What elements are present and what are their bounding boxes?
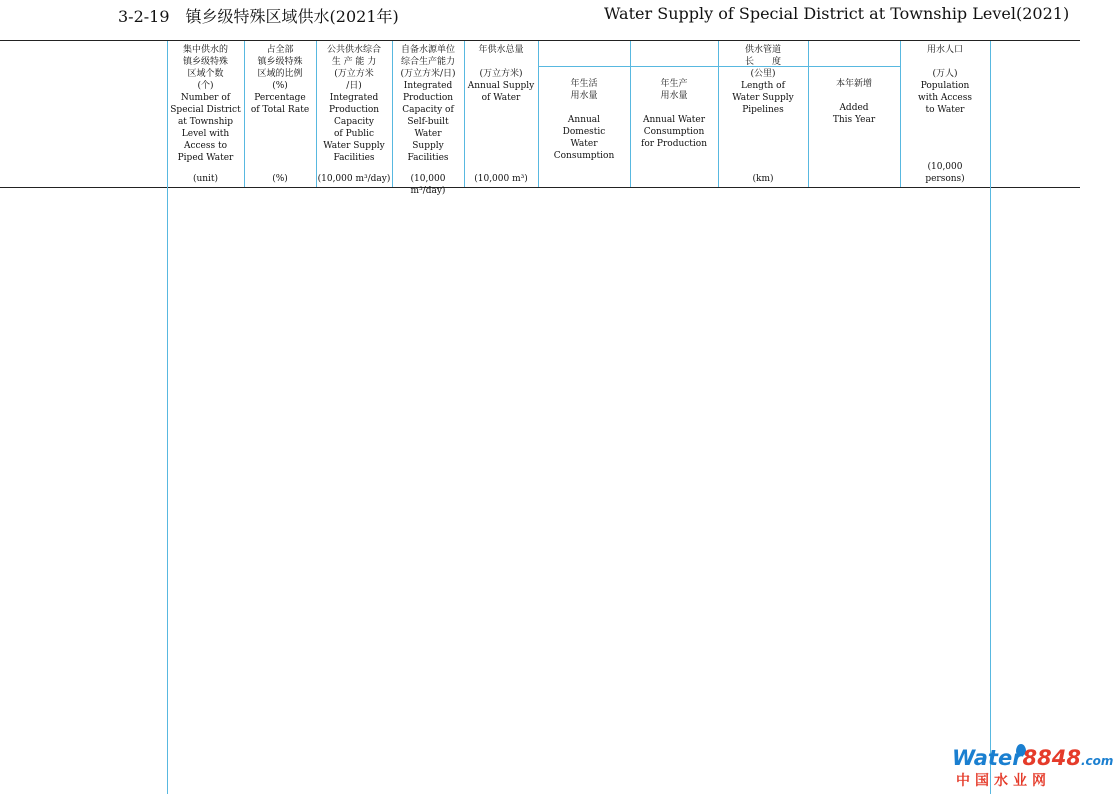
header-c10-line: 用水人口 bbox=[926, 45, 963, 55]
header-c3-line: Facilities bbox=[333, 153, 375, 163]
header-c8-line: 长 度 bbox=[744, 57, 781, 67]
watermark-text: 中国水业网 bbox=[956, 773, 1051, 789]
header-c3-line: (万立方米 bbox=[334, 69, 374, 79]
header-c6-line: Annual bbox=[567, 115, 601, 125]
header-c6-line: 用水量 bbox=[570, 91, 598, 101]
header-c4-line: Self-built bbox=[407, 117, 449, 127]
column-divider bbox=[990, 41, 991, 794]
header-c10-line: (万人) bbox=[932, 69, 958, 79]
header-c1-line: Access to bbox=[183, 141, 228, 151]
header-c3-line: Water Supply bbox=[323, 141, 385, 151]
header-c1-line: 区域个数 bbox=[187, 69, 224, 79]
header-c3-line: Capacity bbox=[334, 117, 374, 127]
header-c5-line: Annual Supply bbox=[467, 81, 535, 91]
header-c6-line: Water bbox=[570, 139, 598, 149]
header-c2-line: of Total Rate bbox=[250, 105, 310, 115]
header-c9-line: Added bbox=[839, 103, 869, 113]
header-c1-line: at Township bbox=[177, 117, 234, 127]
header-c3-line: (10,000 m³/day) bbox=[317, 174, 391, 184]
header-c2-line: (%) bbox=[272, 81, 288, 91]
header-c8-line: Pipelines bbox=[742, 105, 784, 115]
header-c4-line: Integrated bbox=[403, 81, 453, 91]
header-c7-line: Consumption bbox=[643, 127, 705, 137]
header-c7-line: 年生产 bbox=[660, 79, 688, 89]
header-c1-line: Special District bbox=[170, 105, 241, 115]
header-c8-line: Length of bbox=[741, 81, 785, 91]
title-row bbox=[0, 0, 1080, 40]
header-c3-line: Production bbox=[328, 105, 380, 115]
header-c7-line: Annual Water bbox=[642, 115, 706, 125]
watermark-number: 8848 bbox=[1022, 746, 1081, 770]
header-c5-line: 年供水总量 bbox=[478, 45, 524, 55]
header-c10-line: (10,000 bbox=[927, 162, 963, 172]
header-c2-line: 占全部 bbox=[266, 45, 294, 55]
header-c1-line: Piped Water bbox=[177, 153, 234, 163]
header-c8-line: (公里) bbox=[750, 69, 776, 79]
header-c10-line: persons) bbox=[925, 174, 965, 184]
header-c4-line: 自备水源单位 bbox=[400, 45, 455, 55]
header-c5-line: (万立方米) bbox=[479, 69, 523, 79]
header-c3-line: 公共供水综合 bbox=[326, 45, 381, 55]
top-rule bbox=[0, 40, 1080, 41]
header-c3-line: Integrated bbox=[329, 93, 379, 103]
header-c2-line: (%) bbox=[272, 174, 288, 184]
header-c1-line: Number of bbox=[180, 93, 231, 103]
header-c3-line: 生 产 能 力 bbox=[331, 57, 377, 67]
header-c7-line: for Production bbox=[641, 139, 707, 149]
header-c1-line: 集中供水的 bbox=[182, 45, 228, 55]
header-c9-line: This Year bbox=[832, 115, 876, 125]
header-c4-line: (10,000 m³/day) bbox=[410, 174, 446, 196]
header-c4-line: 综合生产能力 bbox=[400, 57, 455, 67]
header-c4-line: (万立方米/日) bbox=[400, 69, 456, 79]
watermark-domain: .com bbox=[1081, 754, 1113, 768]
header-c9-line: 本年新增 bbox=[835, 79, 872, 89]
header-c4-line: Supply bbox=[412, 141, 444, 151]
header-c3-line: of Public bbox=[333, 129, 375, 139]
header-c8-line: 供水管道 bbox=[744, 45, 781, 55]
header-c1-line: 镇乡级特殊 bbox=[182, 57, 228, 67]
header-c10-line: with Access bbox=[918, 93, 972, 103]
header-c3-line: /日) bbox=[346, 81, 362, 91]
header-c4-line: Production bbox=[402, 93, 454, 103]
header-c1-line: (个) bbox=[197, 81, 214, 91]
header-c2-line: 镇乡级特殊 bbox=[257, 57, 303, 67]
header-c2-line: 区域的比例 bbox=[257, 69, 303, 79]
table-title-en: Water Supply of Special District at Township Level(2021) bbox=[604, 4, 1070, 23]
header-c8-line: (km) bbox=[752, 174, 774, 184]
table-title-cn: 3-2-19 镇乡级特殊区域供水(2021年) bbox=[118, 7, 399, 26]
header-c4-line: Facilities bbox=[407, 153, 449, 163]
header-c1-line: (unit) bbox=[192, 174, 219, 184]
watermark-logo bbox=[950, 746, 1113, 792]
header-c5-line: (10,000 m³) bbox=[474, 174, 528, 184]
header-c1-line: Level with bbox=[181, 129, 230, 139]
header-rule bbox=[0, 187, 1080, 188]
header-c8-line: Water Supply bbox=[732, 93, 794, 103]
header-c6-line: Domestic bbox=[562, 127, 606, 137]
header-c7-line: 用水量 bbox=[660, 91, 688, 101]
column-divider bbox=[464, 41, 465, 187]
header-c10-line: to Water bbox=[925, 105, 965, 115]
header-c6-line: 年生活 bbox=[570, 79, 598, 89]
header-c5-line: of Water bbox=[481, 93, 521, 103]
header-c10-line: Population bbox=[920, 81, 970, 91]
header-c4-line: Capacity of bbox=[402, 105, 454, 115]
header-c6-line: Consumption bbox=[553, 151, 615, 161]
watermark-word: Water bbox=[952, 746, 1023, 770]
header-c4-line: Water bbox=[414, 129, 442, 139]
header-c2-line: Percentage bbox=[254, 93, 306, 103]
